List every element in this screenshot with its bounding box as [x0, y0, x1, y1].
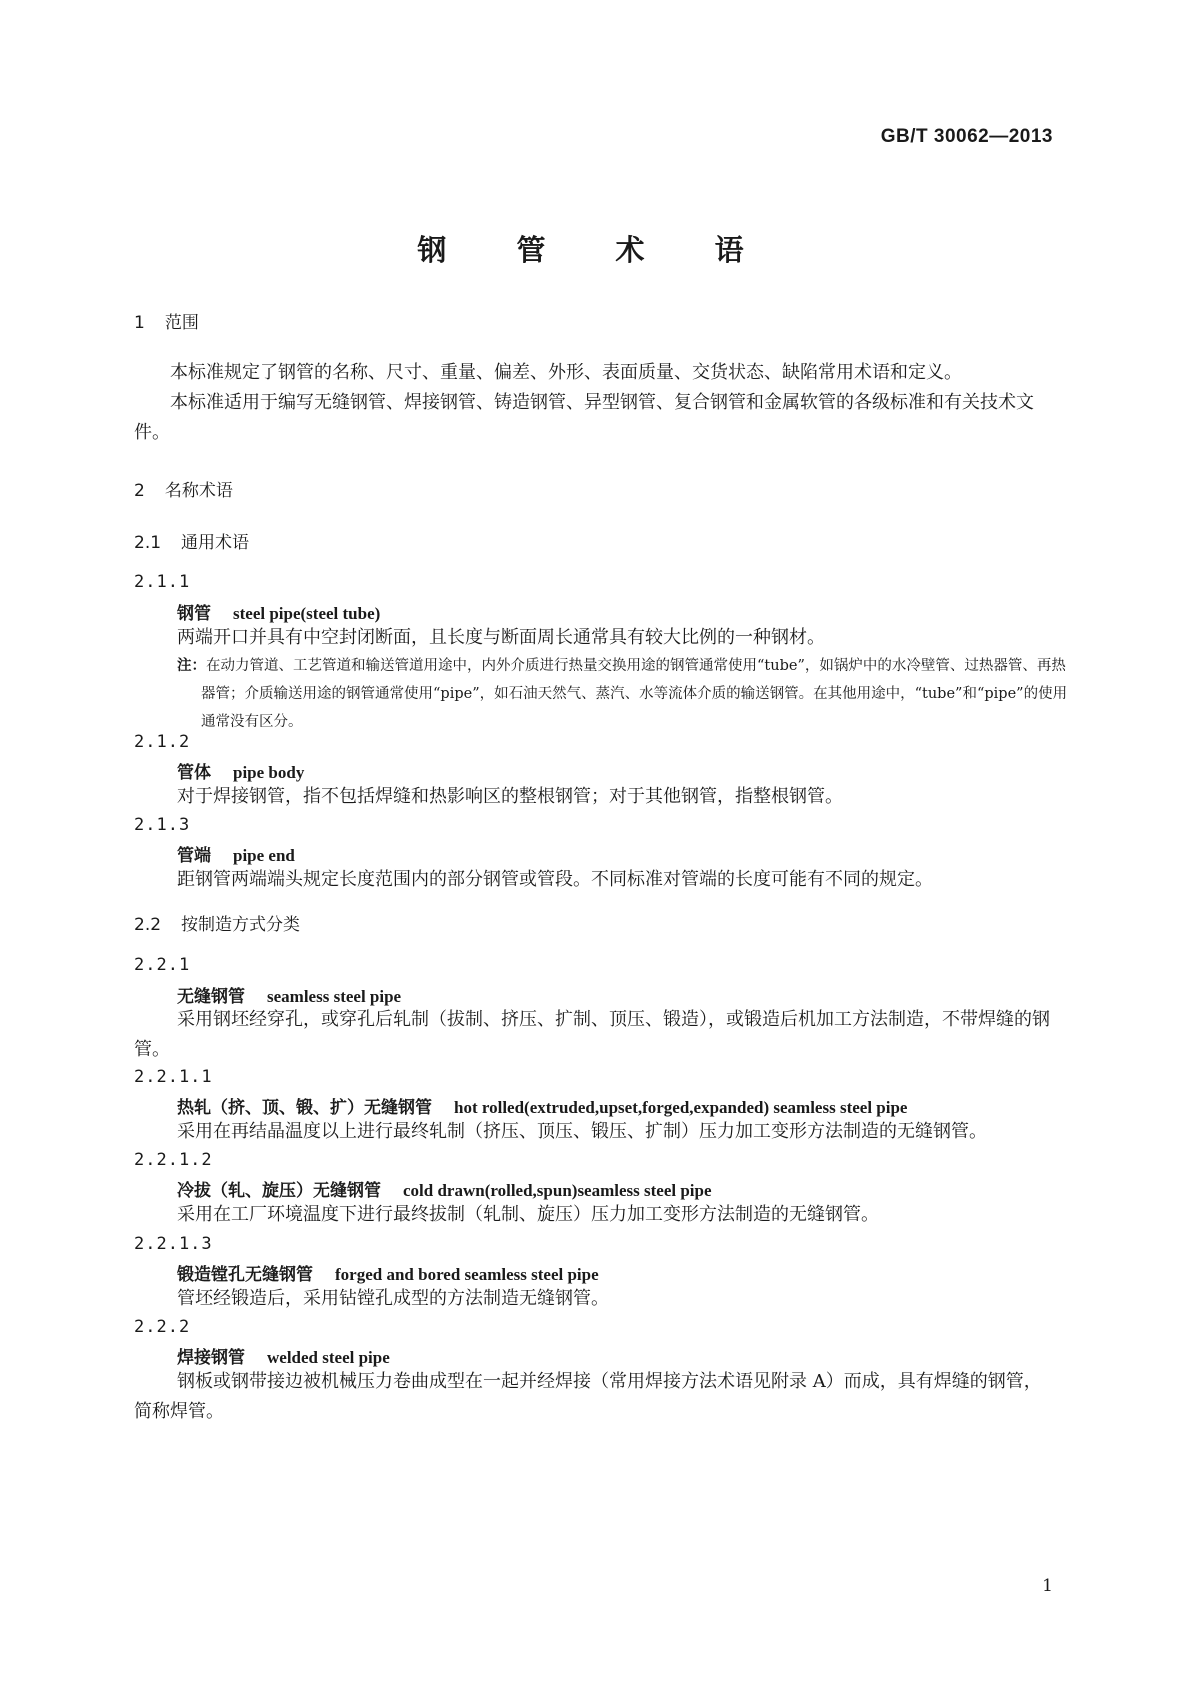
- term-en: welded steel pipe: [267, 1348, 390, 1367]
- section-heading-1: [134, 308, 1054, 333]
- term-2-2-1-3: [177, 1260, 599, 1285]
- term-number-2-2-2: 2.2.2: [134, 1317, 191, 1337]
- note-2-1-1: [177, 652, 1079, 736]
- definition-2-2-1-1: 采用在再结晶温度以上进行最终轧制（挤压、顶压、锻压、扩制）压力加工变形方法制造的无缝钢管。: [177, 1121, 987, 1142]
- section-number: 1: [134, 313, 145, 333]
- term-cn: 冷拔（轧、旋压）无缝钢管: [177, 1181, 381, 1201]
- term-en: steel pipe(steel tube): [233, 604, 381, 623]
- note-label: 注：: [177, 658, 206, 674]
- term-cn: 锻造镗孔无缝钢管: [177, 1265, 313, 1285]
- term-en: hot rolled(extruded,upset,forged,expanded) seamless steel pipe: [454, 1098, 908, 1117]
- term-en: pipe end: [233, 846, 295, 865]
- term-cn: 钢管: [177, 604, 211, 624]
- term-en: cold drawn(rolled,spun)seamless steel pipe: [403, 1181, 712, 1200]
- note-text: 在动力管道、工艺管道和输送管道用途中，内外介质进行热量交换用途的钢管通常使用“tube”，如锅炉中的水冷壁管、过热器管、再热器管；介质输送用途的钢管通常使用“pipe”，如石油天然气、蒸汽、水等流体介质的输送钢管。在其他用途中，“tube”和“pipe”的使用通常没有区分。: [201, 658, 1068, 730]
- definition-2-1-2: 对于焊接钢管，指不包括焊缝和热影响区的整根钢管；对于其他钢管，指整根钢管。: [177, 786, 843, 807]
- term-number-2-1-2: 2.1.2: [134, 732, 191, 752]
- term-cn: 焊接钢管: [177, 1348, 245, 1368]
- scope-paragraph-1: 本标准规定了钢管的名称、尺寸、重量、偏差、外形、表面质量、交货状态、缺陷常用术语和定义。: [170, 362, 962, 383]
- term-number-2-2-1-3: 2.2.1.3: [134, 1234, 213, 1254]
- term-en: forged and bored seamless steel pipe: [335, 1265, 599, 1284]
- term-2-1-1: [177, 599, 380, 624]
- term-cn: 管体: [177, 763, 211, 783]
- term-number-2-2-1-2: 2.2.1.2: [134, 1150, 213, 1170]
- term-2-1-3: [177, 841, 295, 866]
- page-title: 钢 管 术 语: [417, 233, 774, 267]
- section-heading-2: [134, 476, 1054, 501]
- term-2-2-2: [177, 1343, 390, 1368]
- term-en: pipe body: [233, 763, 305, 782]
- section-number: 2.2: [134, 915, 162, 935]
- term-2-2-1-2: [177, 1176, 712, 1201]
- term-cn: 热轧（挤、顶、锻、扩）无缝钢管: [177, 1098, 432, 1118]
- section-title: 范围: [164, 313, 199, 333]
- term-cn: 管端: [177, 846, 211, 866]
- definition-2-1-3: 距钢管两端端头规定长度范围内的部分钢管或管段。不同标准对管端的长度可能有不同的规定。: [177, 869, 933, 890]
- section-number: 2: [134, 481, 145, 501]
- page-number: 1: [1042, 1576, 1053, 1596]
- term-number-2-2-1: 2.2.1: [134, 955, 191, 975]
- scope-paragraph-2: 本标准适用于编写无缝钢管、焊接钢管、铸造钢管、异型钢管、复合钢管和金属软管的各级标准和有关技术文件。: [134, 392, 1034, 443]
- definition-2-1-1: 两端开口并具有中空封闭断面，且长度与断面周长通常具有较大比例的一种钢材。: [177, 627, 825, 648]
- definition-2-2-1-2: 采用在工厂环境温度下进行最终拔制（轧制、旋压）压力加工变形方法制造的无缝钢管。: [177, 1204, 879, 1225]
- term-2-2-1-1: [177, 1093, 907, 1118]
- section-heading-2-2: [134, 910, 1054, 935]
- definition-2-2-2: 钢板或钢带接边被机械压力卷曲成型在一起并经焊接（常用焊接方法术语见附录 A）而成，具有焊缝的钢管，简称焊管。: [134, 1371, 1042, 1422]
- term-en: seamless steel pipe: [267, 987, 402, 1006]
- section-title: 按制造方式分类: [181, 915, 301, 935]
- term-2-2-1: [177, 982, 401, 1007]
- term-number-2-1-1: 2.1.1: [134, 572, 191, 592]
- term-2-1-2: [177, 758, 304, 783]
- definition-2-2-1: 采用钢坯经穿孔，或穿孔后轧制（拔制、挤压、扩制、顶压、锻造），或锻造后机加工方法制造，不带焊缝的钢管。: [134, 1009, 1050, 1060]
- term-number-2-2-1-1: 2.2.1.1: [134, 1067, 213, 1087]
- section-number: 2.1: [134, 533, 162, 553]
- standard-number: GB/T 30062—2013: [880, 126, 1053, 147]
- term-number-2-1-3: 2.1.3: [134, 815, 191, 835]
- section-heading-2-1: [134, 528, 1054, 553]
- section-title: 名称术语: [164, 481, 233, 501]
- term-cn: 无缝钢管: [177, 987, 245, 1007]
- section-title: 通用术语: [181, 533, 250, 553]
- definition-2-2-1-3: 管坯经锻造后，采用钻镗孔成型的方法制造无缝钢管。: [177, 1288, 609, 1309]
